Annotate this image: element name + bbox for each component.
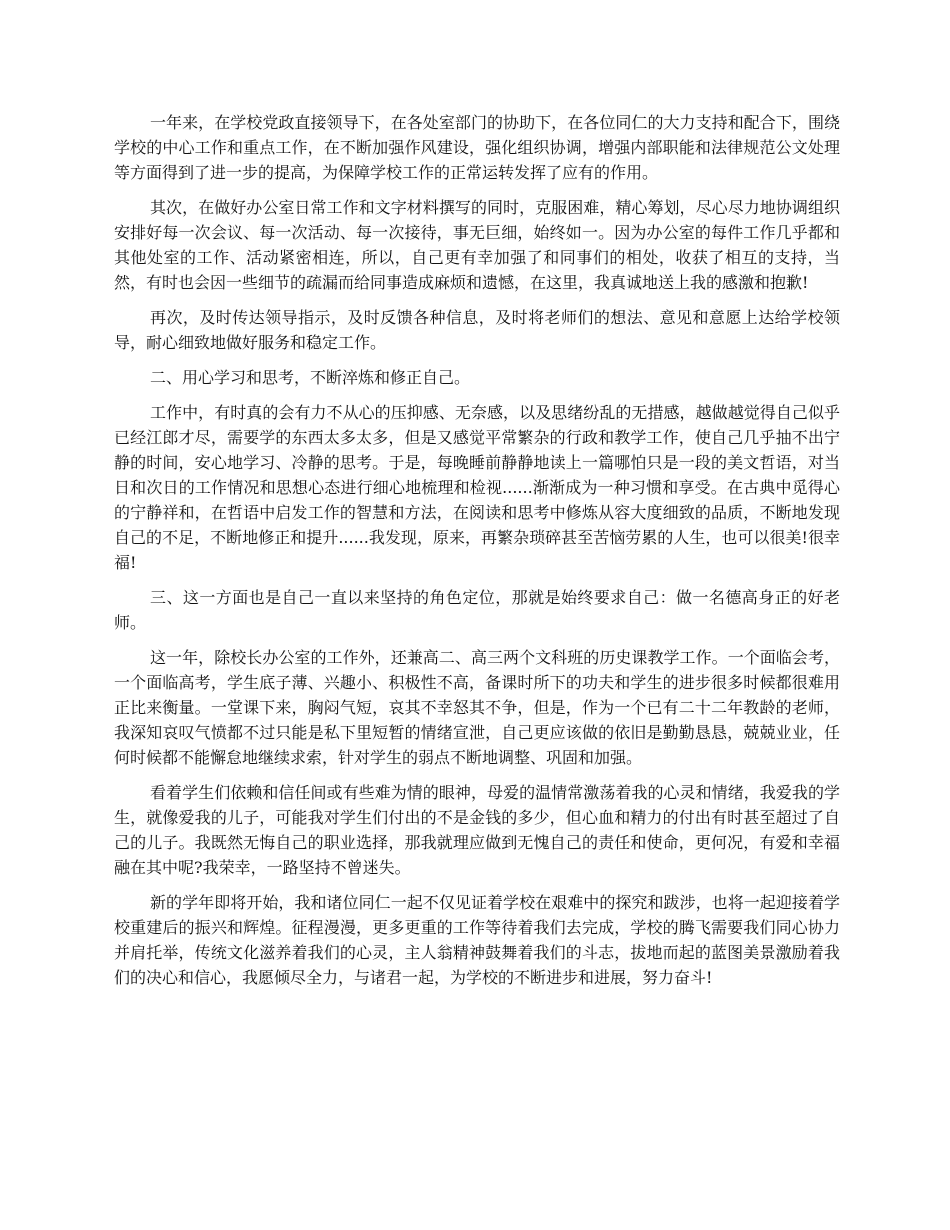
paragraph-students: 看着学生们依赖和信任间或有些难为情的眼神，母爱的温情常激荡着我的心灵和情绪，我爱我的学生，就像爱我的儿子，可能我对学生们付出的不是金钱的多少，但心血和精力的付出有时甚至超过了自己的儿子。我既然无悔自己的职业选择，那我就理应做到无愧自己的责任和使命，更何况，有爱和幸福融在其中呢?我荣幸，一路坚持不曾迷失。	[114, 783, 840, 877]
paragraph-teaching: 这一年，除校长办公室的工作外，还兼高二、高三两个文科班的历史课教学工作。一个面临会考，一个面临高考，学生底子薄、兴趣小、积极性不高，备课时所下的功夫和学生的进步很多时候都很难用正比来衡量。一堂课下来，胸闷气短，哀其不幸怒其不争，但是，作为一个已有二十二年教龄的老师，我深知哀叹气愤都不过只能是私下里短暂的情绪宣泄，自己更应该做的依旧是勤勤恳恳，兢兢业业，任何时候都不能懈怠地继续求索，针对学生的弱点不断地调整、巩固和加强。	[114, 648, 840, 767]
paragraph-thirdly: 再次，及时传达领导指示，及时反馈各种信息，及时将老师们的想法、意见和意愿上达给学校领导，耐心细致地做好服务和稳定工作。	[114, 308, 840, 352]
section-heading-three: 三、这一方面也是自己一直以来坚持的角色定位，那就是始终要求自己：做一名德高身正的好老师。	[114, 588, 840, 632]
section-heading-two: 二、用心学习和思考，不断淬炼和修正自己。	[150, 368, 471, 387]
paragraph-intro: 一年来，在学校党政直接领导下，在各处室部门的协助下，在各位同仁的大力支持和配合下，围绕学校的中心工作和重点工作，在不断加强作风建设，强化组织协调，增强内部职能和法律规范公文处理等方面得到了进一步的提高，为保障学校工作的正常运转发挥了应有的作用。	[114, 113, 840, 182]
paragraph-new-year: 新的学年即将开始，我和诸位同仁一起不仅见证着学校在艰难中的探究和跋涉，也将一起迎接着学校重建后的振兴和辉煌。征程漫漫，更多更重的工作等待着我们去完成，学校的腾飞需要我们同心协力并肩托举，传统文化滋养着我们的心灵，主人翁精神鼓舞着我们的斗志，拔地而起的蓝图美景激励着我们的决心和信心，我愿倾尽全力，与诸君一起，为学校的不断进步和进展，努力奋斗!	[114, 893, 840, 987]
paragraph-learning: 工作中，有时真的会有力不从心的压抑感、无奈感，以及思绪纷乱的无措感，越做越觉得自己似乎已经江郎才尽，需要学的东西太多太多，但是又感觉平常繁杂的行政和教学工作，使自己几乎抽不出宁静的时间，安心地学习、冷静的思考。于是，每晚睡前静静地读上一篇哪怕只是一段的美文哲语，对当日和次日的工作情况和思想心态进行细心地梳理和检视......渐渐成为一种习惯和享受。在古典中觅得心的宁静祥和，在哲语中启发工作的智慧和方法，在阅读和思考中修炼从容大度细致的品质，不断地发现自己的不足，不断地修正和提升......我发现，原来，再繁杂琐碎甚至苦恼劳累的人生，也可以很美!很幸福!	[114, 403, 840, 572]
document-page	[114, 110, 840, 1000]
paragraph-secondly: 其次，在做好办公室日常工作和文字材料撰写的同时，克服困难，精心筹划，尽心尽力地协调组织安排好每一次会议、每一次活动、每一次接待，事无巨细，始终如一。因为办公室的每件工作几乎都和其他处室的工作、活动紧密相连，所以，自己更有幸加强了和同事们的相处，收获了相互的支持，当然，有时也会因一些细节的疏漏而给同事造成麻烦和遗憾，在这里，我真诚地送上我的感激和抱歉!	[114, 198, 840, 292]
